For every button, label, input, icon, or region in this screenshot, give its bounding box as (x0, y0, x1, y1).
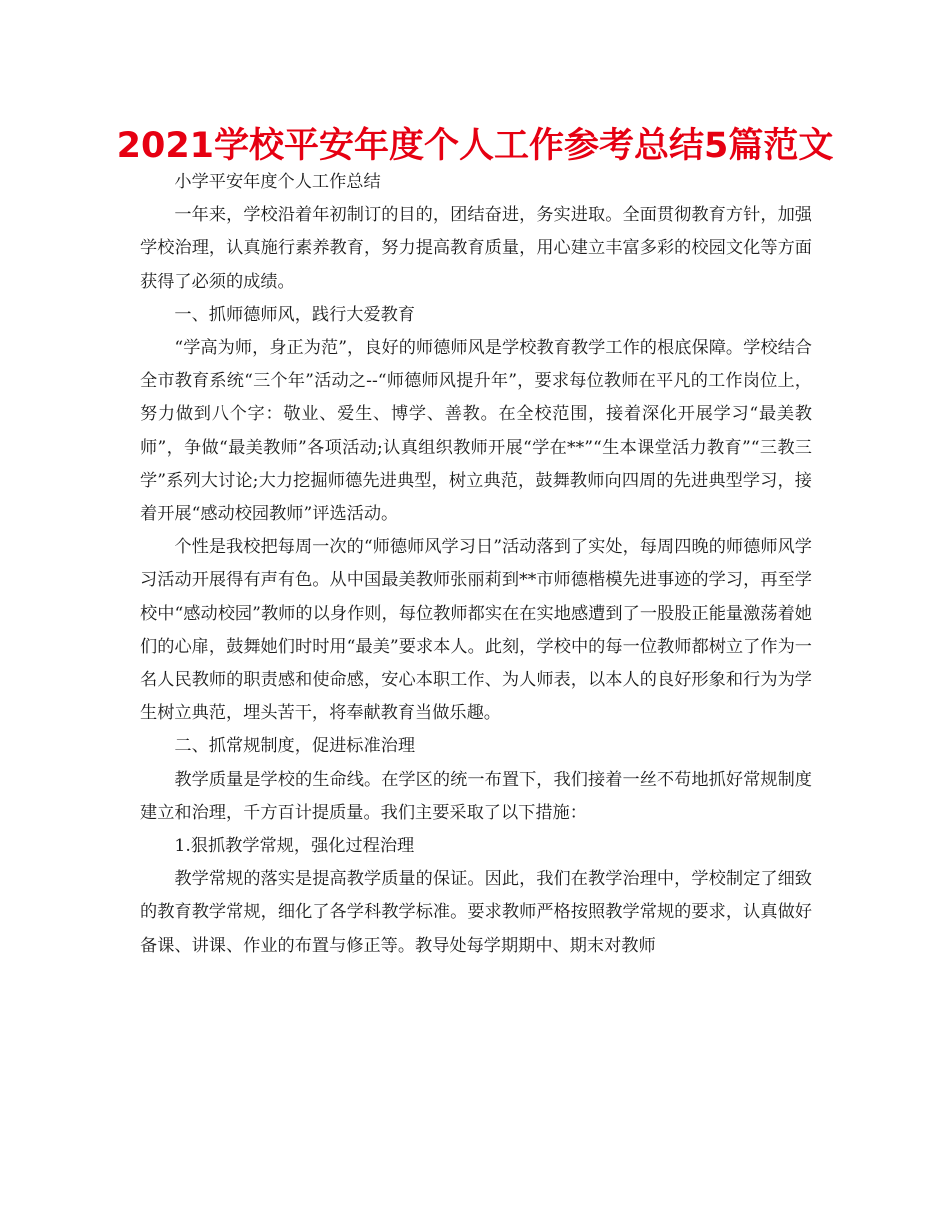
body-paragraph: 个性是我校把每周一次的“师德师风学习日”活动落到了实处，每周四晚的师德师风学习活动开展得有声有色。从中国最美教师张丽莉到**市师德楷模先进事迹的学习，再至学校中“感动校园”教师的以身作则，每位教师都实在在实地感遭到了一股股正能量激荡着她们的心扉，鼓舞她们时时用“最美”要求本人。此刻，学校中的每一位教师都树立了作为一名人民教师的职责感和使命感，安心本职工作、为人师表，以本人的良好形象和行为为学生树立典范，埋头苦干，将奉献教育当做乐趣。 (140, 537, 812, 724)
document-title: 2021学校平安年度个人工作参考总结5篇范文 (116, 126, 834, 166)
subsection-heading: 1.狠抓教学常规，强化过程治理 (174, 836, 415, 857)
body-paragraph: 教学质量是学校的生命线。在学区的统一布置下，我们接着一丝不苟地抓好常规制度建立和治理，千方百计提质量。我们主要采取了以下措施： (140, 769, 812, 823)
section-heading: 二、抓常规制度，促进标准治理 (174, 736, 416, 757)
section-heading: 一、抓师德师风，践行大爱教育 (174, 304, 416, 325)
body-paragraph: 一年来，学校沿着年初制订的目的，团结奋进，务实进取。全面贯彻教育方针，加强学校治理，认真施行素养教育，努力提高教育质量，用心建立丰富多彩的校园文化等方面获得了必须的成绩。 (140, 205, 812, 292)
document-body (140, 166, 812, 963)
body-paragraph: “学高为师，身正为范”，良好的师德师风是学校教育教学工作的根底保障。学校结合全市教育系统“三个年”活动之--“师德师风提升年”，要求每位教师在平凡的工作岗位上，努力做到八个字：敬业、爱生、博学、善教。在全校范围，接着深化开展学习“最美教师”，争做“最美教师”各项活动;认真组织教师开展“学在**”“生本课堂活力教育”“三教三学”系列大讨论;大力挖掘师德先进典型，树立典范，鼓舞教师向四周的先进典型学习，接着开展“感动校园教师”评选活动。 (140, 338, 812, 525)
section-heading: 小学平安年度个人工作总结 (174, 172, 381, 192)
body-paragraph: 教学常规的落实是提高教学质量的保证。因此，我们在教学治理中，学校制定了细致的教育教学常规，细化了各学科教学标准。要求教师严格按照教学常规的要求，认真做好备课、讲课、作业的布置与修正等。教导处每学期期中、期末对教师 (140, 869, 812, 956)
